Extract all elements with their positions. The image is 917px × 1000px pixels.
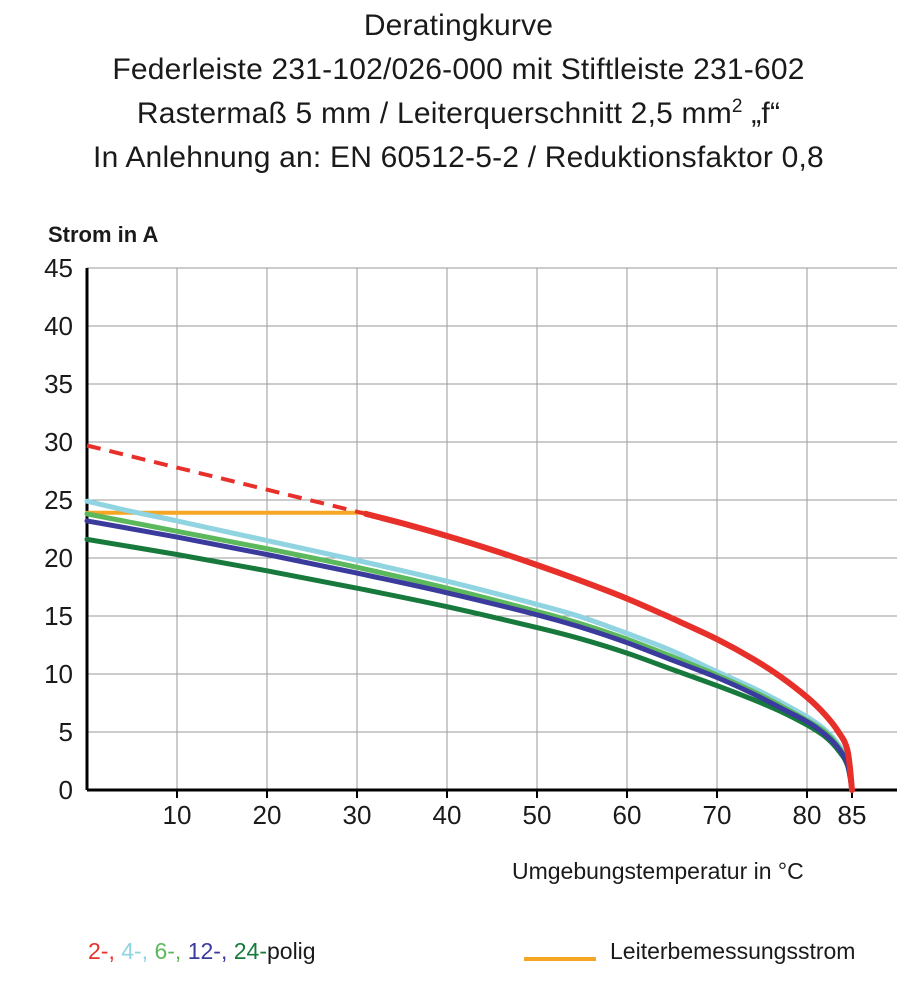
legend-poles bbox=[88, 938, 316, 965]
y-tick-label: 40 bbox=[44, 311, 73, 341]
x-tick-label: 10 bbox=[162, 800, 192, 830]
legend-label-polig-suffix: polig bbox=[266, 938, 316, 964]
y-tick-label: 20 bbox=[44, 543, 73, 573]
y-tick-label: 0 bbox=[58, 775, 73, 805]
y-tick-label: 25 bbox=[44, 485, 73, 515]
x-tick-label: 70 bbox=[702, 800, 732, 830]
title-line-4: In Anlehnung an: EN 60512-5-2 / Reduktionsfaktor 0,8 bbox=[93, 141, 824, 174]
title-line-1: Deratingkurve bbox=[363, 9, 554, 42]
x-tick-label: 30 bbox=[342, 800, 372, 830]
x-tick-label: 50 bbox=[522, 800, 552, 830]
title-line-3-tail: „f“ bbox=[742, 97, 781, 130]
y-axis-title: Strom in A bbox=[48, 222, 159, 247]
x-tick-label: 20 bbox=[252, 800, 282, 830]
legend-label-4polig: 4-, bbox=[121, 938, 155, 964]
x-tick-label: 60 bbox=[612, 800, 642, 830]
title-line-2: Federleiste 231-102/026-000 mit Stiftleiste 231-602 bbox=[112, 53, 805, 86]
y-tick-label: 5 bbox=[58, 717, 73, 747]
series-dashed-2-polig bbox=[87, 446, 366, 514]
y-tick-label: 45 bbox=[44, 253, 73, 283]
legend-label-2polig: 2-, bbox=[88, 938, 122, 964]
y-tick-label: 15 bbox=[44, 601, 73, 631]
y-tick-label: 30 bbox=[44, 427, 73, 457]
legend-swatch-rated-current bbox=[524, 957, 596, 961]
chart-legend bbox=[0, 938, 917, 982]
title-line-3-superscript: 2 bbox=[731, 96, 743, 117]
y-tick-label: 35 bbox=[44, 369, 73, 399]
series-line-2-polig bbox=[366, 514, 852, 790]
title-line-3-main: Rastermaß 5 mm / Leiterquerschnitt 2,5 mm bbox=[136, 97, 732, 130]
series-line-24-polig bbox=[87, 539, 852, 790]
x-tick-label: 80 bbox=[792, 800, 822, 830]
legend-label-12polig: 12-, bbox=[187, 938, 234, 964]
y-tick-label: 10 bbox=[44, 659, 73, 689]
legend-rated-current bbox=[524, 938, 855, 965]
x-axis-title: Umgebungstemperatur in °C bbox=[512, 858, 804, 884]
legend-label-6polig: 6-, bbox=[154, 938, 188, 964]
x-tick-label: 85 bbox=[837, 800, 867, 830]
legend-rated-current-label: Leiterbemessungsstrom bbox=[610, 938, 856, 964]
x-tick-label: 40 bbox=[432, 800, 462, 830]
legend-label-24polig: 24- bbox=[233, 938, 267, 964]
